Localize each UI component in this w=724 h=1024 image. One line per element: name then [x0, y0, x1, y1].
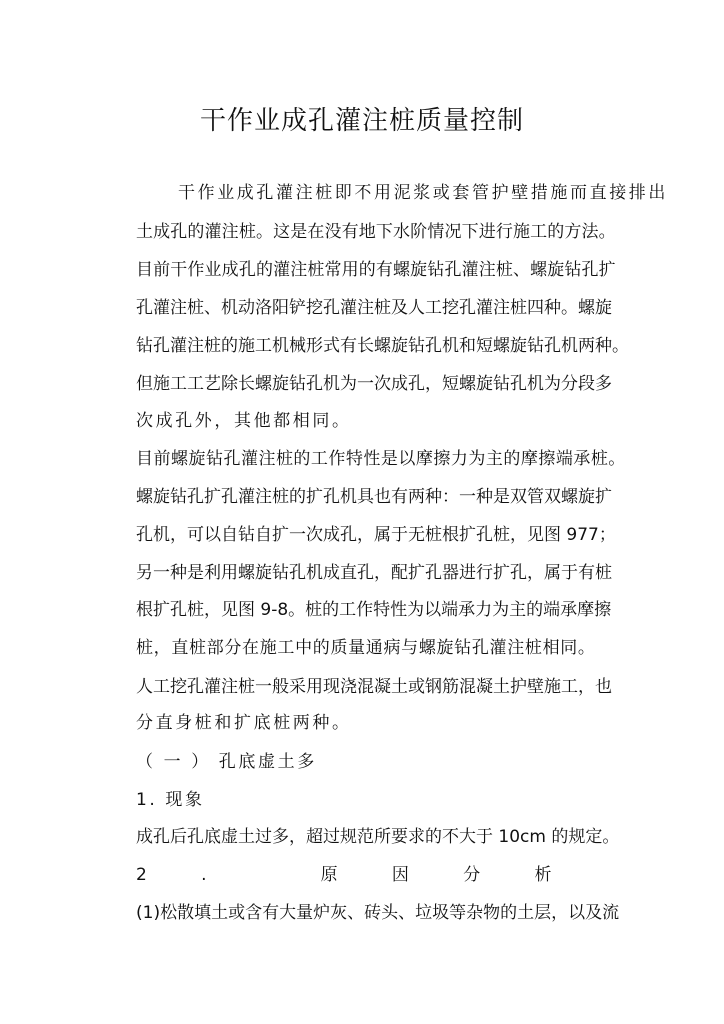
text-line: 土成孔的灌注桩。这是在没有地下水阶情况下进行施工的方法。 [136, 222, 616, 242]
text-line: 目前干作业成孔的灌注桩常用的有螺旋钻孔灌注桩、螺旋钻孔扩 [136, 260, 616, 280]
text-line: 根扩孔桩，见图 9-8。桩的工作特性为以端承力为主的端承摩擦 [136, 600, 612, 620]
text-line: 1. 现象 [136, 790, 205, 810]
document-title: 干作业成孔灌注桩质量控制 [199, 106, 524, 136]
text-line: (1)松散填土或含有大量炉灰、砖头、垃圾等杂物的土层，以及流 [136, 903, 620, 923]
text-line: 另一种是利用螺旋钻孔机成直孔，配扩孔器进行扩孔，属于有桩 [136, 563, 612, 583]
text-line: 但施工工艺除长螺旋钻孔机为一次成孔，短螺旋钻孔机为分段多 [136, 374, 612, 394]
text-line: 2. 原因分析 [136, 865, 606, 885]
text-line: 次成孔外，其他都相同。 [136, 411, 352, 431]
text-line: 螺旋钻孔扩孔灌注桩的扩孔机具也有两种：一种是双管双螺旋扩 [136, 487, 612, 507]
text-line: 干作业成孔灌注桩即不用泥浆或套管护壁措施而直接排出 [178, 183, 668, 203]
text-line: 桩，直桩部分在施工中的质量通病与螺旋钻孔灌注桩相同。 [136, 638, 596, 658]
text-line: 分直身桩和扩底桩两种。 [136, 713, 352, 733]
text-line: 人工挖孔灌注桩一般采用现浇混凝土或钢筋混凝土护壁施工，也 [136, 677, 612, 697]
text-line: 成孔后孔底虚土过多，超过规范所要求的不大于 10cm 的规定。 [136, 827, 620, 847]
text-line: 孔灌注桩、机动洛阳铲挖孔灌注桩及人工挖孔灌注桩四种。螺旋 [136, 298, 612, 318]
text-line: 钻孔灌注桩的施工机械形式有长螺旋钻孔机和短螺旋钻孔机两种。 [136, 336, 629, 356]
text-line: 目前螺旋钻孔灌注桩的工作特性是以摩擦力为主的摩擦端承桩。 [136, 449, 626, 469]
text-line: 孔机，可以自钻自扩一次成孔，属于无桩根扩孔桩，见图 977； [136, 525, 616, 545]
text-line: （ 一 ） 孔底虚土多 [136, 752, 317, 772]
